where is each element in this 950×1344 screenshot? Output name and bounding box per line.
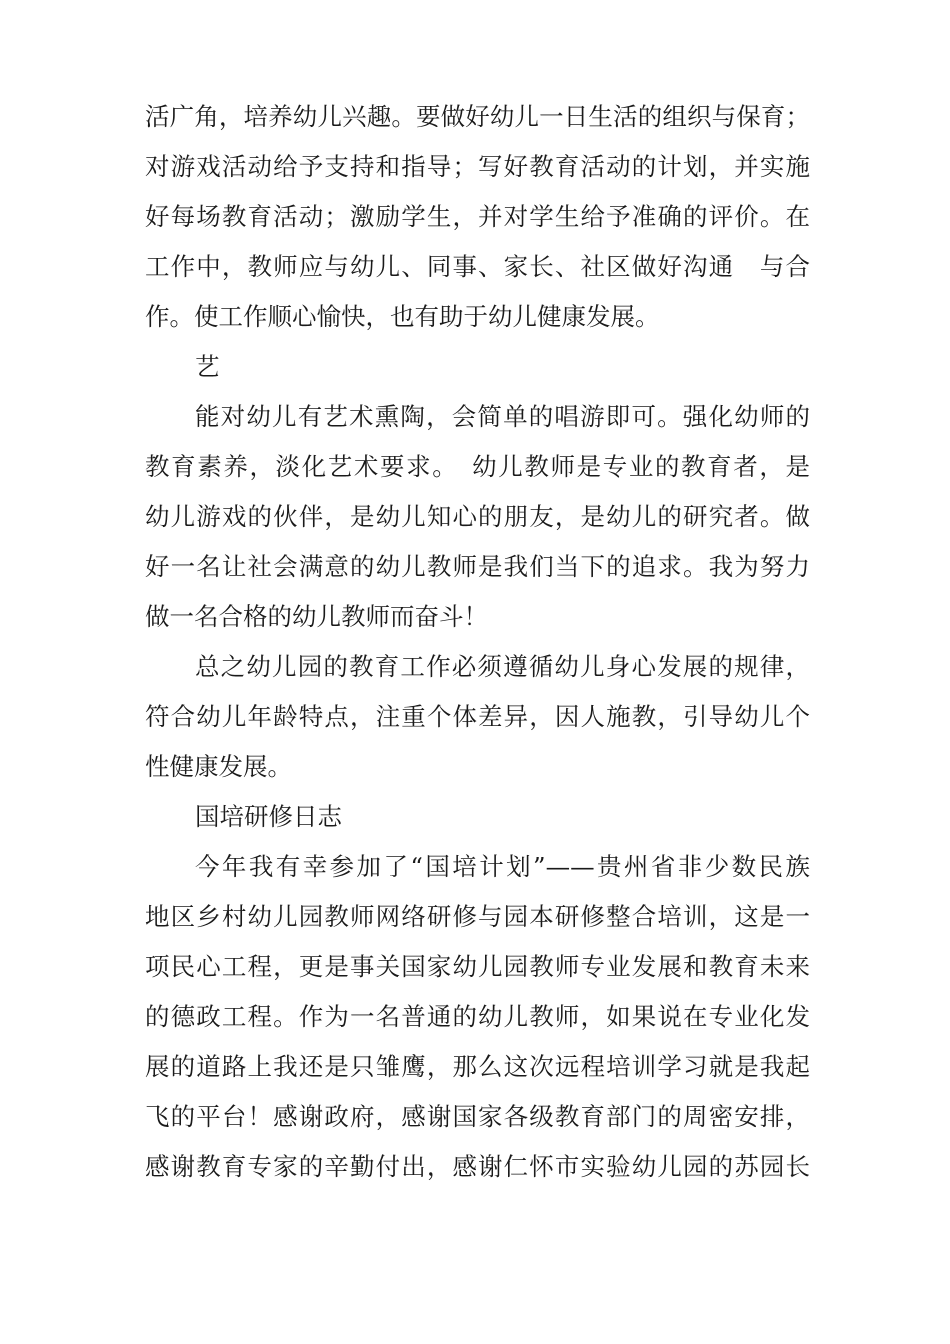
text-line: 飞的平台！感谢政府，感谢国家各级教育部门的周密安排，	[145, 1102, 810, 1131]
text-line: 幼儿游戏的伙伴，是幼儿知心的朋友，是幼儿的研究者。做	[145, 502, 810, 531]
text-line: 性健康发展。	[145, 752, 292, 781]
paragraph-first-line: 今年我有幸参加了“国培计划”——贵州省非少数民族	[195, 852, 810, 881]
text-line: 感谢教育专家的辛勤付出，感谢仁怀市实验幼儿园的苏园长	[145, 1152, 810, 1181]
text-line: 好每场教育活动；激励学生，并对学生给予准确的评价。在	[145, 202, 810, 231]
text-line: 教育素养，淡化艺术要求。 幼儿教师是专业的教育者，是	[145, 452, 810, 481]
text-line: 做一名合格的幼儿教师而奋斗！	[145, 602, 488, 631]
text-line: 好一名让社会满意的幼儿教师是我们当下的追求。我为努力	[145, 552, 810, 581]
text-line: 符合幼儿年龄特点，注重个体差异，因人施教，引导幼儿个	[145, 702, 810, 731]
text-line: 地区乡村幼儿园教师网络研修与园本研修整合培训，这是一	[145, 902, 810, 931]
paragraph-first-line: 总之幼儿园的教育工作必须遵循幼儿身心发展的规律，	[195, 652, 810, 681]
text-line: 工作中，教师应与幼儿、同事、家长、社区做好沟通 与合	[145, 252, 810, 281]
section-heading: 艺	[195, 352, 220, 381]
text-line: 的德政工程。作为一名普通的幼儿教师，如果说在专业化发	[145, 1002, 810, 1031]
text-line: 作。使工作顺心愉快，也有助于幼儿健康发展。	[145, 302, 660, 331]
text-line: 项民心工程，更是事关国家幼儿园教师专业发展和教育未来	[145, 952, 810, 981]
text-line: 对游戏活动给予支持和指导；写好教育活动的计划，并实施	[145, 152, 810, 181]
section-heading: 国培研修日志	[195, 802, 342, 831]
paragraph-first-line: 能对幼儿有艺术熏陶，会简单的唱游即可。强化幼师的	[195, 402, 810, 431]
text-line: 展的道路上我还是只雏鹰，那么这次远程培训学习就是我起	[145, 1052, 810, 1081]
text-line: 活广角，培养幼儿兴趣。要做好幼儿一日生活的组织与保育；	[145, 102, 810, 131]
